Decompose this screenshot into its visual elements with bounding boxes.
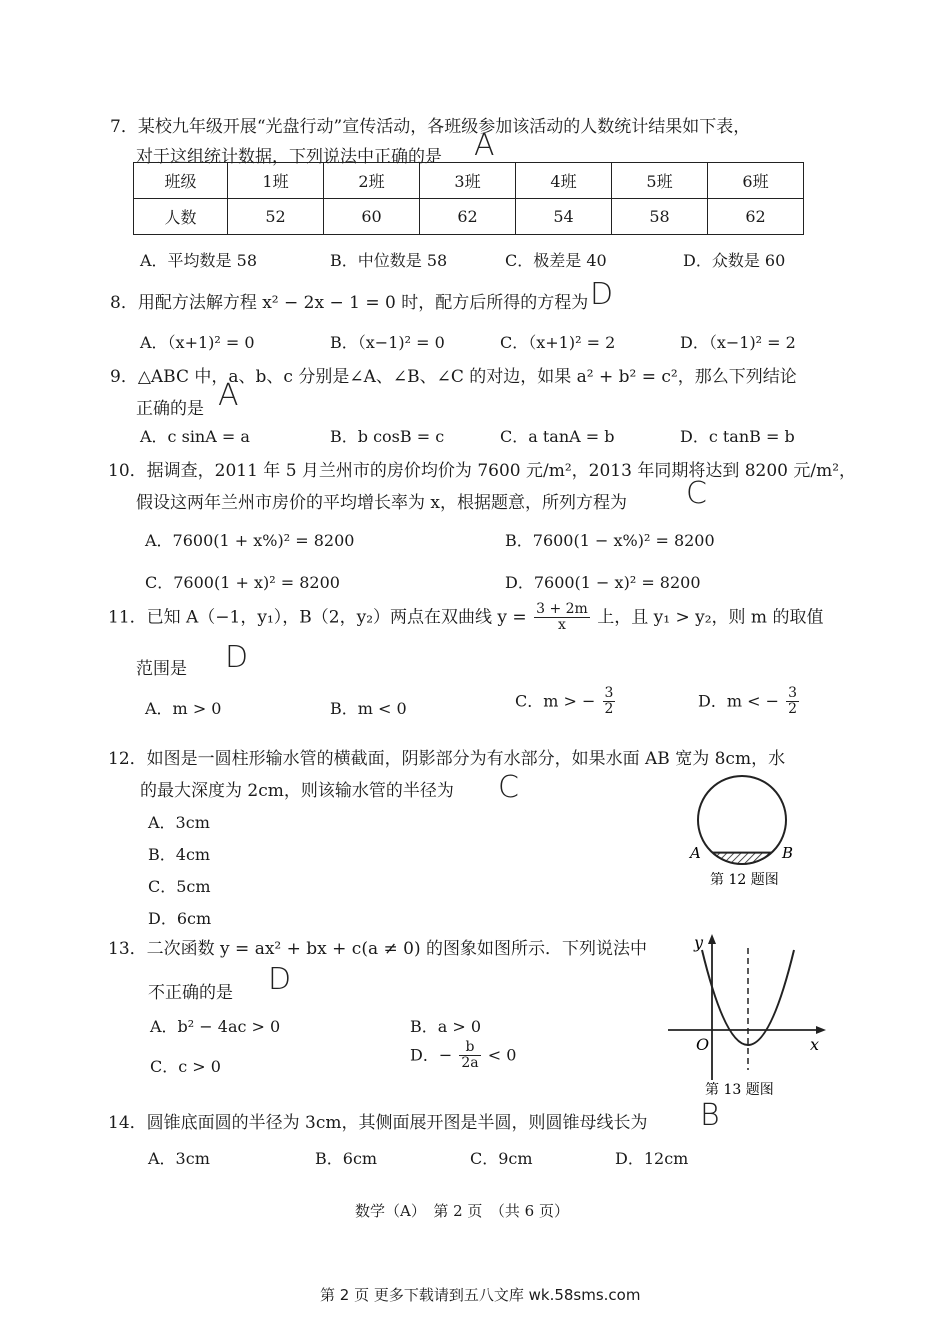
- y-label: y: [694, 933, 704, 952]
- q13-line2: 不正确的是: [148, 983, 233, 1003]
- origin-label: O: [696, 1035, 710, 1054]
- q12-option-b: B．4cm: [148, 845, 211, 864]
- q10-line2: 假设这两年兰州市房价的平均增长率为 x，根据题意，所列方程为: [136, 493, 627, 513]
- q11-option-c-fraction: [603, 686, 616, 718]
- q9-handwritten-answer: A: [218, 378, 239, 413]
- q12-option-a: A．3cm: [148, 813, 210, 832]
- q9-option-c: C．a tanA = b: [500, 427, 615, 446]
- q14-handwritten-answer: B: [700, 1098, 720, 1133]
- q11-fraction-denominator: x: [558, 617, 566, 634]
- q12-option-d: D．6cm: [148, 909, 212, 928]
- label-b: B: [782, 844, 794, 862]
- q10-line1: 10．据调查，2011 年 5 月兰州市的房价均价为 7600 元/m²，2013 年同期将达到 8200 元/m²，: [108, 461, 857, 481]
- q11-prefix: 11．已知 A（−1，y₁），B（2，y₂）两点在双曲线 y =: [108, 607, 527, 628]
- x-axis-arrow: [816, 1026, 826, 1034]
- download-note: 第 2 页 更多下载请到五八文库 wk.58sms.com: [320, 1286, 641, 1304]
- table-cell: 52: [228, 199, 324, 235]
- q11-line1: [108, 602, 823, 634]
- table-cell: 3班: [420, 163, 516, 199]
- q8-option-c: C．（x+1)² = 2: [500, 333, 616, 352]
- q7-option-b: B．中位数是 58: [330, 251, 448, 270]
- q11-fraction: [534, 602, 590, 634]
- q7-line1: 7．某校九年级开展“光盘行动”宣传活动，各班级参加该活动的人数统计结果如下表，: [110, 117, 751, 137]
- q13-option-a: A．b² − 4ac > 0: [150, 1017, 281, 1036]
- fraction-denominator: 2: [604, 701, 614, 718]
- q14-option-d: D．12cm: [615, 1149, 689, 1168]
- table-row: [134, 163, 804, 199]
- q13-option-d: [410, 1040, 516, 1072]
- fraction-numerator: 3: [604, 685, 614, 701]
- table-cell: 4班: [516, 163, 612, 199]
- q12-figure-caption: 第 12 题图: [710, 872, 779, 888]
- q12-handwritten-answer: C: [498, 770, 519, 805]
- q7-option-d: D．众数是 60: [683, 251, 786, 270]
- q13-line1: 13．二次函数 y = ax² + bx + c(a ≠ 0) 的图象如图所示．下列说法中: [108, 939, 647, 959]
- q10-option-b: B．7600(1 − x%)² = 8200: [505, 531, 715, 550]
- y-axis-arrow: [708, 934, 716, 944]
- table-cell: 60: [324, 199, 420, 235]
- q11-handwritten-answer: D: [225, 640, 249, 675]
- q13-option-d-tail: < 0: [487, 1045, 517, 1065]
- x-label: x: [810, 1035, 820, 1054]
- table-cell: 58: [612, 199, 708, 235]
- q13-figure-caption: 第 13 题图: [705, 1082, 774, 1098]
- q7-line2: 对于这组统计数据，下列说法中正确的是: [136, 147, 442, 167]
- table-row: [134, 199, 804, 235]
- q10-handwritten-answer: C: [686, 476, 707, 511]
- water-section: [713, 853, 772, 864]
- q9-option-a: A．c sinA = a: [140, 427, 250, 446]
- q9-line2: 正确的是: [136, 399, 204, 419]
- page-footer: 数学（A） 第 2 页 （共 6 页）: [355, 1202, 569, 1220]
- q10-option-d: D．7600(1 − x)² = 8200: [505, 573, 701, 592]
- q9-option-d: D．c tanB = b: [680, 427, 795, 446]
- table-header-cell: 班级: [134, 163, 228, 199]
- table-cell: 62: [420, 199, 516, 235]
- q7-option-a: A．平均数是 58: [140, 251, 258, 270]
- q8-option-d: D．（x−1)² = 2: [680, 333, 796, 352]
- label-a: A: [690, 844, 701, 862]
- q8-stem: 8．用配方法解方程 x² − 2x − 1 = 0 时，配方后所得的方程为: [110, 293, 589, 313]
- q10-option-c: C．7600(1 + x)² = 8200: [145, 573, 340, 592]
- q12-line1: 12．如图是一圆柱形输水管的横截面，阴影部分为有水部分，如果水面 AB 宽为 8cm，水: [108, 749, 786, 769]
- q11-suffix: 上，且 y₁ > y₂，则 m 的取值: [597, 607, 824, 628]
- q12-option-c: C．5cm: [148, 877, 211, 896]
- q9-option-b: B．b cosB = c: [330, 427, 445, 446]
- q11-option-c-text: C．m > −: [515, 691, 596, 711]
- fraction-denominator: 2: [788, 701, 798, 718]
- table-cell: 2班: [324, 163, 420, 199]
- q8-option-a: A．（x+1)² = 0: [140, 333, 255, 352]
- q13-option-b: B．a > 0: [410, 1017, 482, 1036]
- q7-handwritten-answer: A: [474, 128, 495, 163]
- q14-option-b: B．6cm: [315, 1149, 378, 1168]
- q7-stats-table: [133, 162, 804, 235]
- q7-option-c: C．极差是 40: [505, 251, 607, 270]
- q14-option-a: A．3cm: [148, 1149, 210, 1168]
- q11-option-a: A．m > 0: [145, 699, 222, 718]
- q13-parabola-figure: [660, 930, 840, 1100]
- q11-option-b: B．m < 0: [330, 699, 407, 718]
- q10-option-a: A．7600(1 + x%)² = 8200: [145, 531, 355, 550]
- pipe-circle: [698, 776, 786, 864]
- table-cell: 62: [708, 199, 804, 235]
- table-cell: 6班: [708, 163, 804, 199]
- q13-handwritten-answer: D: [268, 962, 292, 997]
- q14-option-c: C．9cm: [470, 1149, 533, 1168]
- fraction-numerator: b: [459, 1040, 480, 1056]
- q11-option-d: [698, 686, 801, 718]
- q9-line1: 9．△ABC 中，a、b、c 分别是∠A、∠B、∠C 的对边，如果 a² + b² = c²，那么下列结论: [110, 367, 797, 387]
- q12-line2: 的最大深度为 2cm，则该输水管的半径为: [140, 781, 454, 801]
- table-cell: 5班: [612, 163, 708, 199]
- q14-stem: 14．圆锥底面圆的半径为 3cm，其侧面展开图是半圆，则圆锥母线长为: [108, 1113, 648, 1133]
- q8-handwritten-answer: D: [590, 277, 614, 312]
- q11-option-d-text: D．m < −: [698, 691, 779, 711]
- q11-line2: 范围是: [136, 659, 187, 679]
- q8-option-b: B．（x−1)² = 0: [330, 333, 445, 352]
- q11-option-d-fraction: [786, 686, 799, 718]
- q13-option-d-fraction: [459, 1040, 480, 1072]
- fraction-numerator: 3: [788, 685, 798, 701]
- fraction-denominator: 2a: [461, 1055, 479, 1072]
- q11-option-c: [515, 686, 617, 718]
- q12-circle-figure: [680, 772, 810, 892]
- q13-option-c: C．c > 0: [150, 1057, 221, 1076]
- table-cell: 54: [516, 199, 612, 235]
- q11-fraction-numerator: 3 + 2m: [536, 601, 588, 617]
- table-header-cell: 人数: [134, 199, 228, 235]
- q13-option-d-text: D．−: [410, 1045, 453, 1065]
- table-cell: 1班: [228, 163, 324, 199]
